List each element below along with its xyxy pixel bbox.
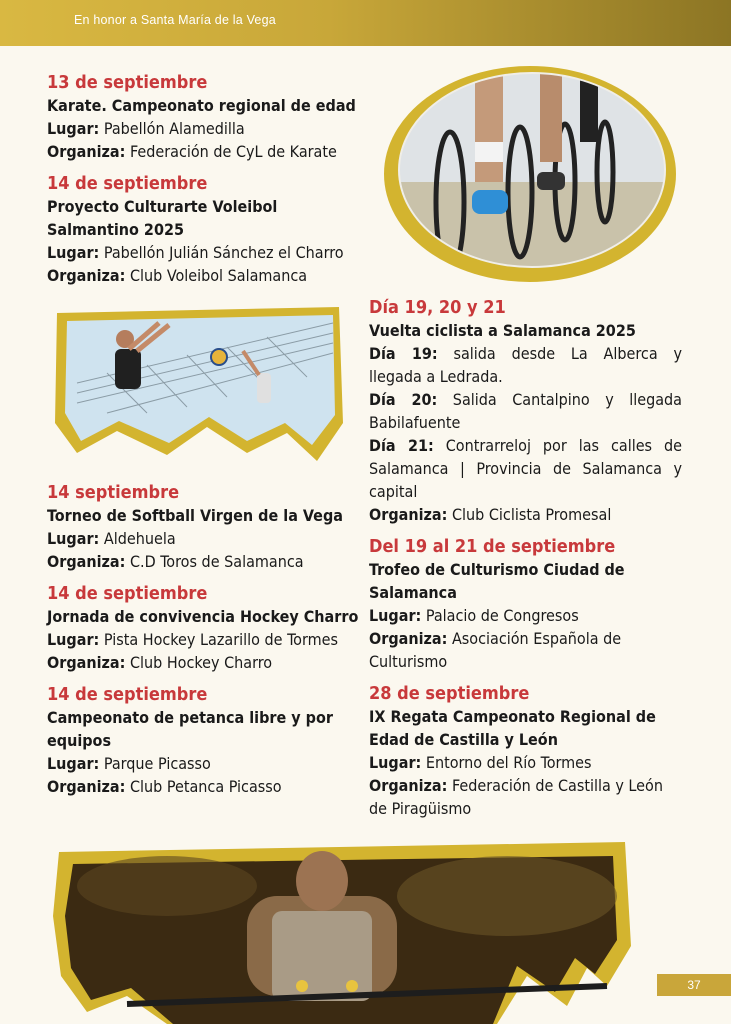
day19-text: salida desde La Alberca y [453, 344, 683, 363]
header-title: En honor a Santa María de la Vega [74, 13, 276, 27]
lugar-value: Pabellón Alamedilla [103, 119, 245, 138]
event-regata [369, 683, 682, 820]
day21-text: Contrarreloj por las calles de [445, 436, 682, 455]
left-column-bottom [47, 482, 367, 798]
event-lugar [47, 752, 367, 775]
lugar-value: Pabellón Julián Sánchez el Charro [103, 243, 344, 262]
organiza-label: Organiza: [47, 142, 126, 161]
event-organiza [47, 550, 367, 573]
day19-line-2: llegada a Ledrada. [369, 367, 503, 386]
event-culturismo [369, 536, 682, 673]
lugar-label: Lugar: [47, 754, 100, 773]
organiza-value: Club Ciclista Promesal [451, 505, 612, 524]
left-column-top [47, 72, 367, 287]
event-date: 14 de septiembre [47, 173, 208, 194]
lugar-label: Lugar: [369, 753, 422, 772]
organiza-label: Organiza: [47, 552, 126, 571]
rowing-photo [47, 836, 637, 1024]
event-title: Jornada de convivencia Hockey Charro [47, 607, 359, 626]
event-title: Campeonato de petanca libre y por [47, 708, 333, 727]
organiza-label: Organiza: [47, 266, 126, 285]
event-lugar [47, 527, 367, 550]
event-date: 14 septiembre [47, 482, 180, 503]
event-title: Vuelta ciclista a Salamanca 2025 [369, 321, 636, 340]
right-column [369, 297, 682, 820]
organiza-value: Club Petanca Picasso [129, 777, 282, 796]
organiza-label: Organiza: [47, 777, 126, 796]
event-hockey [47, 583, 367, 674]
event-organiza [369, 503, 682, 526]
organiza-value: Federación de Castilla y León [451, 776, 663, 795]
event-vuelta-ciclista [369, 297, 682, 526]
event-organiza [47, 775, 367, 798]
organiza-value-2: de Piragüismo [369, 799, 472, 818]
lugar-label: Lugar: [47, 630, 100, 649]
event-date: Del 19 al 21 de septiembre [369, 536, 616, 557]
lugar-label: Lugar: [369, 606, 422, 625]
lugar-value: Aldehuela [103, 529, 176, 548]
lugar-value: Palacio de Congresos [425, 606, 579, 625]
day19-line [369, 342, 682, 365]
event-date: 28 de septiembre [369, 683, 530, 704]
event-softball [47, 482, 367, 573]
event-lugar [47, 117, 367, 140]
organiza-label: Organiza: [369, 505, 448, 524]
organiza-value: C.D Toros de Salamanca [129, 552, 304, 571]
lugar-value: Parque Picasso [103, 754, 211, 773]
organiza-value: Asociación Española de [451, 629, 622, 648]
day21-line-3: capital [369, 482, 418, 501]
lugar-value: Entorno del Río Tormes [425, 753, 592, 772]
event-date: Día 19, 20 y 21 [369, 297, 506, 318]
organiza-value: Federación de CyL de Karate [129, 142, 337, 161]
event-title: Karate. Campeonato regional de edad [47, 96, 356, 115]
event-title: Torneo de Softball Virgen de la Vega [47, 506, 343, 525]
event-organiza [47, 651, 367, 674]
day20-line-2: Babilafuente [369, 413, 461, 432]
organiza-value: Club Voleibol Salamanca [129, 266, 308, 285]
event-organiza [369, 774, 682, 797]
event-title: Salamanca [369, 583, 457, 602]
organiza-label: Organiza: [369, 629, 448, 648]
organiza-value: Club Hockey Charro [129, 653, 273, 672]
event-date: 13 de septiembre [47, 72, 208, 93]
event-lugar [369, 751, 682, 774]
event-voleibol [47, 173, 367, 287]
event-title: equipos [47, 731, 112, 750]
organiza-label: Organiza: [47, 653, 126, 672]
event-organiza [47, 264, 367, 287]
event-petanca [47, 684, 367, 798]
event-organiza [369, 627, 682, 650]
event-date: 14 de septiembre [47, 684, 208, 705]
event-title: Proyecto Culturarte Voleibol [47, 197, 278, 216]
lugar-label: Lugar: [47, 119, 100, 138]
day20-line [369, 388, 682, 411]
lugar-value: Pista Hockey Lazarillo de Tormes [103, 630, 338, 649]
event-title: Edad de Castilla y León [369, 730, 558, 749]
organiza-value-2: Culturismo [369, 652, 448, 671]
event-lugar [47, 628, 367, 651]
day21-label: Día 21: [369, 436, 434, 455]
cycling-photo [380, 62, 680, 292]
day19-label: Día 19: [369, 344, 438, 363]
event-title: Trofeo de Culturismo Ciudad de [369, 560, 625, 579]
day21-line-2: Salamanca | Provincia de Salamanca y [369, 459, 682, 478]
volleyball-photo [47, 303, 347, 465]
day21-line [369, 434, 682, 457]
event-lugar [47, 241, 367, 264]
page-number: 37 [657, 974, 731, 996]
day20-text: Salida Cantalpino y llegada [452, 390, 682, 409]
event-lugar [369, 604, 682, 627]
event-karate [47, 72, 367, 163]
day20-label: Día 20: [369, 390, 438, 409]
lugar-label: Lugar: [47, 243, 100, 262]
event-organiza [47, 140, 367, 163]
header-band [0, 0, 731, 46]
organiza-label: Organiza: [369, 776, 448, 795]
event-title: IX Regata Campeonato Regional de [369, 707, 656, 726]
event-date: 14 de septiembre [47, 583, 208, 604]
lugar-label: Lugar: [47, 529, 100, 548]
event-title: Salmantino 2025 [47, 220, 184, 239]
